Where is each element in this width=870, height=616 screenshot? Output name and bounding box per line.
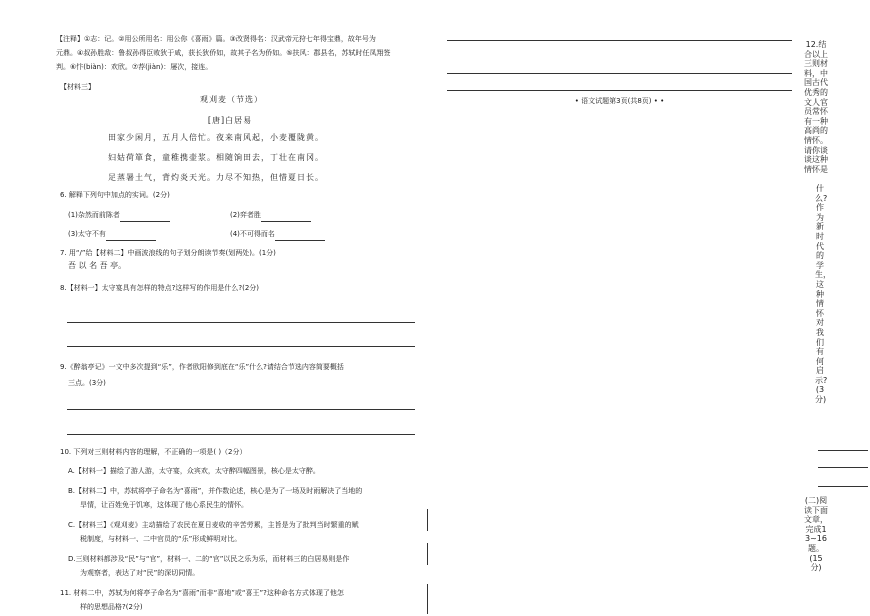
q12-answer-line-3[interactable] xyxy=(818,486,868,487)
q10-stem: 10. 下列对三则材料内容的理解，不正确的一项是( )（2分） xyxy=(60,448,247,456)
answer-line-top[interactable] xyxy=(447,40,792,41)
material-3-label: 【材料三】 xyxy=(60,83,95,91)
q12-stem-col-2: 什么?作为新时代的学生，这种情怀对我们有何启示?(3分) xyxy=(815,184,831,405)
margin-bar-1 xyxy=(427,509,428,531)
q6-item-3: (3)太守不有 xyxy=(68,227,156,241)
q7-stem: 7. 用“/”给【材料二】中画波浪线的句子划分朗读节奏(划两处)。(1分) xyxy=(60,249,276,257)
answer-line-mid[interactable] xyxy=(447,73,792,74)
poem-line-3: 足蒸暑土气，背灼炎天光。力尽不知热，但惜夏日长。 xyxy=(108,173,324,182)
q10-option-d[interactable]: D.三则材料都涉及“民”与“官”，材料一、二的“官”以民之乐为乐，而材料三的白居易则是作 xyxy=(68,555,350,563)
page-footer: • 语文试题第3页(共8页) • • xyxy=(574,97,665,105)
q6-stem: 6. 解释下列句中加点的实词。(2分) xyxy=(60,191,170,199)
annotation-line-2: 元鼎。④叔孙胜敌：鲁叔孙得臣败狄于咸，获长狄侨如，故其子名为侨如。⑤扶风：郡县名，苏轼时任凤翔签 xyxy=(56,49,391,57)
q7-sentence: 吾 以 名 吾 亭。 xyxy=(68,261,127,270)
q10-option-c[interactable]: C.【材料三】《观刈麦》主动描绘了农民在夏日麦收的辛苦劳累，主旨是为了批判当时繁重的赋 xyxy=(68,521,359,529)
margin-bar-3 xyxy=(427,584,428,614)
poem-title: 观刈麦（节选） xyxy=(200,95,263,104)
q6-item-2: (2)弈者胜 xyxy=(230,208,311,222)
poem-line-1: 田家少闲月，五月人倍忙。夜来南风起，小麦覆陇黄。 xyxy=(108,133,324,142)
q6-blank-1[interactable] xyxy=(120,213,170,222)
q10-option-d-cont: 为观察者，表达了对“民”的深切同情。 xyxy=(80,569,200,577)
q9-answer-line-1[interactable] xyxy=(67,409,415,410)
q9-answer-line-2[interactable] xyxy=(67,434,415,435)
q10-option-a[interactable]: A.【材料一】描绘了游人游，太守宴，众宾欢，太守醉四幅图景，核心是太守醉。 xyxy=(68,467,320,475)
q6-blank-4[interactable] xyxy=(275,232,325,241)
poem-author: [唐]白居易 xyxy=(207,116,253,125)
q12-answer-line-2[interactable] xyxy=(818,467,868,468)
q6-item-4: (4)不可得而名 xyxy=(230,227,325,241)
q10-option-b-cont: 旱情，让百姓免于饥寒，这体现了他心系民生的情怀。 xyxy=(80,501,248,509)
q6-item-1: (1)杂然而前陈者 xyxy=(68,208,170,222)
answer-line-bottom[interactable] xyxy=(447,90,792,91)
margin-bar-2 xyxy=(427,543,428,565)
q11-stem-line-2: 样的思想品格?(2分) xyxy=(80,603,143,611)
q12-stem-col-1: 12.结合以上三则材料，中国古代优秀的文人官员常怀有一种高尚的情怀。请你谈谈这种情怀是 xyxy=(804,40,828,174)
q12-answer-line-1[interactable] xyxy=(818,450,868,451)
q9-stem-line-2: 三点。(3分) xyxy=(68,379,106,387)
q8-stem: 8.【材料一】太守宴具有怎样的特点?这样写的作用是什么?(2分) xyxy=(60,284,260,292)
annotation-line-1: 【注释】①志：记。②用公所用名：用公你《喜雨》篇。③改贤得名：汉武帝元狩七年得宝鼎，故年号为 xyxy=(56,35,376,43)
q8-answer-line-1[interactable] xyxy=(67,322,415,323)
poem-line-2: 妇姑荷箪食，童稚携壶浆。相随饷田去，丁壮在南冈。 xyxy=(108,153,324,162)
q11-stem-line-1: 11. 材料二中，苏轼为何将亭子命名为“喜雨”而非“喜地”或“喜王”?这种命名方式体现了他怎 xyxy=(60,589,344,597)
q10-option-c-cont: 税制度，与材料一、二中官员的“乐”形成鲜明对比。 xyxy=(80,535,242,543)
section-2-heading: (二)阅读下面文章，完成13~16题。(15分) xyxy=(804,496,828,573)
q9-stem-line-1: 9.《醉翁亭记》一文中多次提到“乐”，作者欧阳修到底在“乐”什么?请结合节选内容简要概括 xyxy=(60,363,344,371)
q8-answer-line-2[interactable] xyxy=(67,346,415,347)
annotation-line-3: 判。⑥忭(biàn)：欢欣。⑦荐(jiàn)：屡次，接连。 xyxy=(56,63,213,71)
q6-blank-3[interactable] xyxy=(106,232,156,241)
q10-option-b[interactable]: B.【材料二】中，苏轼将亭子命名为“喜雨”，并作数论述，核心是为了一场及时雨解决了当地的 xyxy=(68,487,363,495)
q6-blank-2[interactable] xyxy=(261,213,311,222)
